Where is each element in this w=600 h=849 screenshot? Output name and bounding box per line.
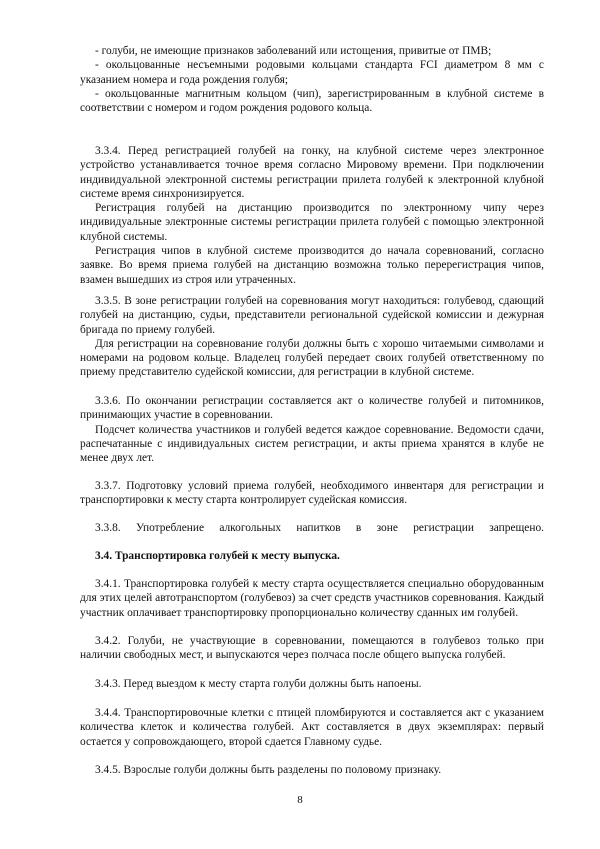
paragraph: Для регистрации на соревнование голуби должны быть с хорошо читаемыми символами и номерами на родовом кольце. Владелец голубей передает своих голубей ответственному по приему представителю судейской комиссии, для регистрации в клубной системе. bbox=[80, 337, 544, 379]
paragraph: Регистрация чипов в клубной системе производится до начала соревнований, согласно заявке. Во время приема голубей на дистанцию возможна только перерегистрация чипов, взамен вышедших из строя или утраченных. bbox=[80, 245, 544, 286]
paragraph: Регистрация голубей на дистанцию производится по электронному чипу через индивидуальные электронные системы регистрации прилета голубей с помощью электронной клубной системы. bbox=[80, 202, 544, 243]
paragraph: 3.4.3. Перед выездом к месту старта голуби должны быть напоены. bbox=[95, 678, 422, 690]
section-3-4-1 bbox=[80, 577, 544, 620]
section-3-3-5 bbox=[80, 294, 544, 380]
section-3-4-5 bbox=[80, 763, 544, 777]
paragraph: 3.3.8. Употребление алкогольных напитков в зоне регистрации запрещено. bbox=[95, 522, 544, 534]
paragraph: 3.4.1. Транспортировка голубей к месту старта осуществляется специально оборудованным для этих целей автотранспортом (голубевоз) за счет средств участников соревнования. Каждый участник оплачивает транспортировку пропорционально количеству сданных им голубей. bbox=[80, 578, 544, 619]
paragraph: 3.4.2. Голуби, не участвующие в соревновании, помещаются в голубевоз только при наличии свободных мест, и выпускаются через полчаса после общего выпуска голубей. bbox=[80, 635, 544, 662]
paragraph: 3.3.6. По окончании регистрации составляется акт о количестве голубей и питомников, принимающих участие в соревновании. bbox=[80, 395, 544, 422]
section-3-3-7 bbox=[80, 479, 544, 508]
paragraph: 3.3.4. Перед регистрацией голубей на гонку, на клубной системе через электронное устройство устанавливается точное время согласно Мировому времени. При подключении индивидуальной электронной системы регистрации прилета голубей к электронной клубной системе время синхронизируется. bbox=[80, 145, 544, 200]
paragraph: Подсчет количества участников и голубей ведется каждое соревнование. Ведомости сдачи, распечатанные с индивидуальных систем регистрации, и акты приема хранятся в клубе не менее двух лет. bbox=[80, 423, 544, 465]
section-3-4-2 bbox=[80, 634, 544, 663]
list-item: - окольцованные несъемными родовыми кольцами стандарта FCI диаметром 8 мм с указанием номера и года рождения голубя; bbox=[80, 59, 544, 86]
section-3-4 bbox=[80, 549, 544, 563]
section-3-4-3 bbox=[80, 677, 544, 691]
paragraph: 3.4.5. Взрослые голуби должны быть разделены по половому признаку. bbox=[95, 764, 442, 776]
section-3-4-4 bbox=[80, 706, 544, 749]
eligibility-list bbox=[80, 44, 544, 115]
section-3-3-8 bbox=[80, 521, 544, 535]
section-3-3-6 bbox=[80, 394, 544, 465]
paragraph: 3.4.4. Транспортировочные клетки с птицей пломбируются и составляется акт с указанием количества клеток и количества голубей. Акт составляется в двух экземплярах: первый остается у сопровождающего, второй сдается Главному судье. bbox=[80, 707, 544, 748]
section-3-3-4 bbox=[80, 144, 544, 287]
page-number: 8 bbox=[297, 794, 303, 806]
list-item: - голуби, не имеющие признаков заболеваний или истощения, привитые от ПМВ; bbox=[95, 45, 492, 57]
paragraph: 3.3.7. Подготовку условий приема голубей, необходимого инвентаря для регистрации и транспортировки к месту старта контролирует судейская комиссия. bbox=[80, 480, 544, 507]
paragraph: 3.3.5. В зоне регистрации голубей на соревнования могут находиться: голубевод, сдающий голубей на дистанцию, судьи, представители региональной судейской комиссии и дежурная бригада по приему голубей. bbox=[80, 295, 544, 336]
list-item: - окольцованные магнитным кольцом (чип), зарегистрированным в клубной системе в соответствии с номером и годом рождения родового кольца. bbox=[80, 87, 544, 115]
section-heading: 3.4. Транспортировка голубей к месту выпуска. bbox=[95, 550, 340, 562]
